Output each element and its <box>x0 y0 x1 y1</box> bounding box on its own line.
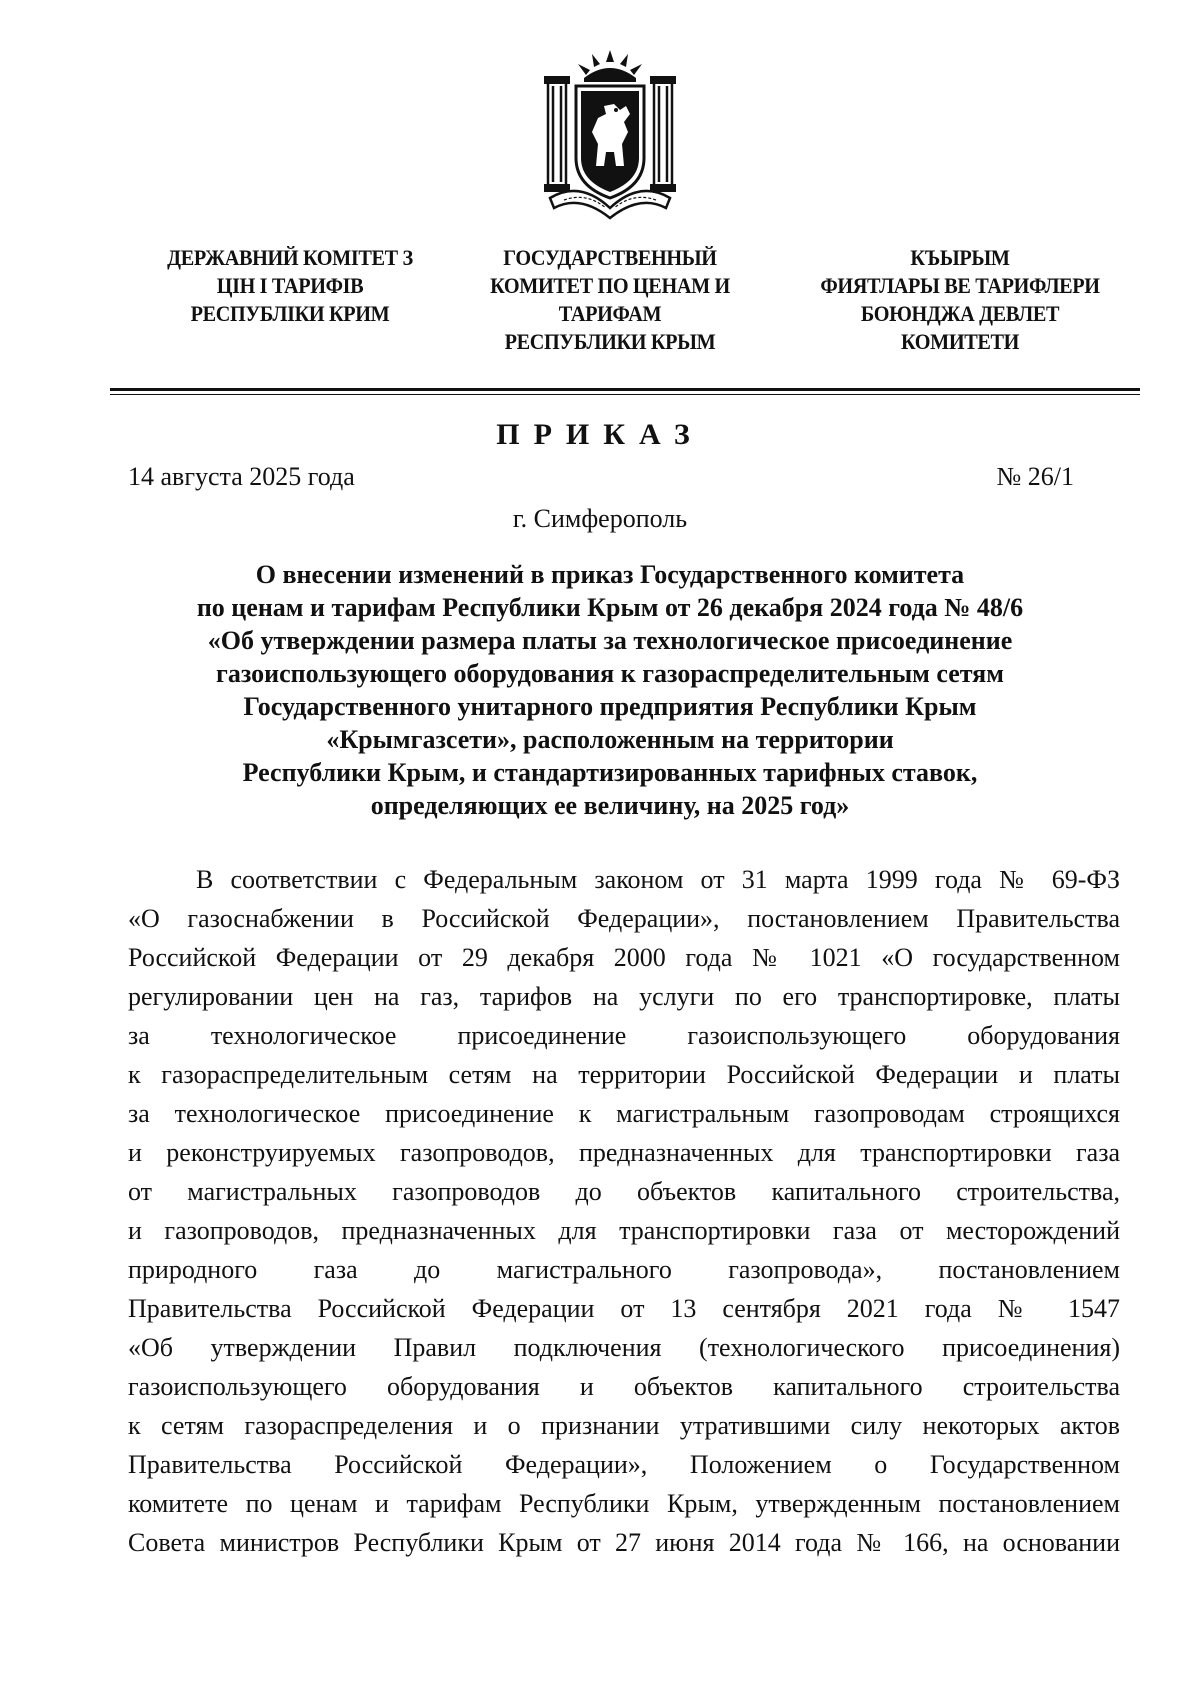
body-line: Совета министров Республики Крым от 27 июня 2014 года № 166, на основании <box>128 1528 1120 1557</box>
org-crh-line: КЪЫРЫМ <box>910 245 1010 270</box>
document-city: г. Симферополь <box>512 504 688 533</box>
body-line: Правительства Российской Федерации от 13 сентября 2021 года № 1547 <box>128 1294 1120 1323</box>
title-line: по ценам и тарифам Республики Крым от 26 декабря 2024 года № 48/6 <box>196 593 1024 622</box>
body-line: природного газа до магистрального газопровода», постановлением <box>128 1255 1120 1284</box>
title-line: О внесении изменений в приказ Государственного комитета <box>255 560 965 589</box>
body-line: и газопроводов, предназначенных для транспортировки газа от месторождений <box>128 1216 1120 1245</box>
title-line: определяющих ее величину, на 2025 год» <box>370 791 850 820</box>
document-type-heading: ПРИКАЗ <box>496 418 704 451</box>
body-line: В соответствии с Федеральным законом от 31 марта 1999 года № 69-ФЗ <box>196 865 1120 894</box>
title-line: «Крымгазсети», расположенным на территории <box>326 725 894 754</box>
org-crh-line: БОЮНДЖА ДЕВЛЕТ <box>860 301 1060 326</box>
title-line: «Об утверждении размера платы за технологическое присоединение <box>207 626 1013 655</box>
org-ru-line: ГОСУДАРСТВЕННЫЙ <box>503 245 717 270</box>
body-line: к сетям газораспределения и о признании утратившими силу некоторых актов <box>128 1411 1120 1440</box>
org-ua-line: ДЕРЖАВНИЙ КОМІТЕТ З <box>167 245 413 270</box>
body-line: и реконструируемых газопроводов, предназначенных для транспортировки газа <box>128 1138 1120 1167</box>
body-line: Российской Федерации от 29 декабря 2000 года № 1021 «О государственном <box>128 943 1120 972</box>
org-name-crimean-tatar <box>794 244 1125 356</box>
body-paragraph <box>128 860 1120 1562</box>
body-line: «Об утверждении Правил подключения (технологического присоединения) <box>128 1333 1120 1362</box>
org-name-russian <box>463 244 757 356</box>
body-line: комитете по ценам и тарифам Республики Крым, утвержденным постановлением <box>128 1489 1120 1518</box>
body-line: «О газоснабжении в Российской Федерации», постановлением Правительства <box>128 904 1120 933</box>
title-line: Республики Крым, и стандартизированных тарифных ставок, <box>242 758 978 787</box>
body-line: от магистральных газопроводов до объектов капитального строительства, <box>128 1177 1120 1206</box>
body-line: за технологическое присоединение газоиспользующего оборудования <box>128 1021 1120 1050</box>
header-divider <box>110 388 1140 391</box>
org-ru-line: КОМИТЕТ ПО ЦЕНАМ И <box>490 273 730 298</box>
org-ua-line: РЕСПУБЛІКИ КРИМ <box>190 301 390 326</box>
document-number: № 26/1 <box>996 462 1074 491</box>
body-line: регулировании цен на газ, тарифов на услуги по его транспортировке, платы <box>128 982 1120 1011</box>
org-name-ukrainian <box>143 244 437 328</box>
title-line: газоиспользующего оборудования к газораспределительным сетям <box>216 659 1004 688</box>
body-line: за технологическое присоединение к магистральным газопроводам строящихся <box>128 1099 1120 1128</box>
org-crh-line: КОМИТЕТИ <box>900 329 1020 354</box>
org-ua-line: ЦІН І ТАРИФІВ <box>216 273 364 298</box>
body-line: к газораспределительным сетям на территории Российской Федерации и платы <box>128 1060 1120 1089</box>
body-line: Правительства Российской Федерации», Положением о Государственном <box>128 1450 1120 1479</box>
coat-of-arms-icon <box>540 48 680 220</box>
org-ru-line: ТАРИФАМ <box>558 301 662 326</box>
org-ru-line: РЕСПУБЛИКИ КРЫМ <box>504 329 716 354</box>
document-title <box>130 558 1090 822</box>
header-divider-thin <box>110 394 1140 395</box>
document-date: 14 августа 2025 года <box>128 462 355 491</box>
org-crh-line: ФИЯТЛАРЫ ВЕ ТАРИФЛЕРИ <box>820 273 1100 298</box>
body-line: газоиспользующего оборудования и объектов капитального строительства <box>128 1372 1120 1401</box>
title-line: Государственного унитарного предприятия Республики Крым <box>243 692 977 721</box>
